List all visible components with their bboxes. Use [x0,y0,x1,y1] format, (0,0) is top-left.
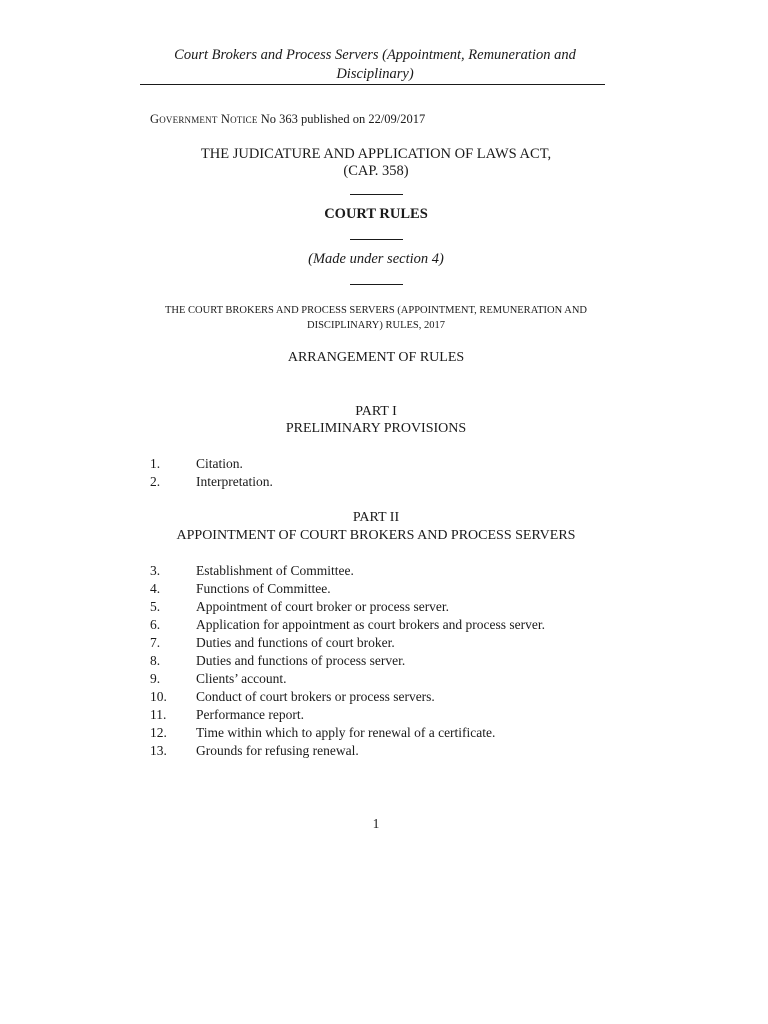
rule-item [150,724,545,742]
rule-item [150,455,273,473]
rule-text: Interpretation. [196,474,273,489]
part-number: PART II [352,510,400,525]
made-under-note: (Made under section 4) [308,251,444,267]
rule-text: Application for appointment as court brokers and process server. [196,617,546,632]
running-header: Court Brokers and Process Servers (Appointment, Remuneration and Disciplinary) [174,47,576,82]
rule-number: 5. [150,599,161,614]
section-divider [350,239,403,240]
rule-text: Appointment of court broker or process server. [196,599,450,614]
rule-number: 1. [150,456,161,471]
rule-number: 11. [150,707,167,722]
rule-text: Establishment of Committee. [196,563,354,578]
rule-text: Time within which to apply for renewal of a certificate. [196,725,496,740]
rules-list-part-2 [150,562,545,760]
section-divider [350,194,403,195]
rule-text: Performance report. [196,707,304,722]
rules-title: THE COURT BROKERS AND PROCESS SERVERS (APPOINTMENT, REMUNERATION AND DISCIPLINARY) RULES, 2017 [165,305,587,331]
rule-item [150,688,545,706]
act-cap: (CAP. 358) [343,163,409,179]
rule-item [150,473,273,491]
rule-number: 6. [150,617,161,632]
rule-item [150,598,545,616]
rule-text: Duties and functions of process server. [196,653,406,668]
rule-number: 4. [150,581,161,596]
rules-list-part-1 [150,455,273,491]
rule-item [150,616,545,634]
rule-item [150,706,545,724]
rule-text: Functions of Committee. [196,581,331,596]
part-title: PRELIMINARY PROVISIONS [285,421,467,436]
rule-text: Clients’ account. [196,671,287,686]
part-title: APPOINTMENT OF COURT BROKERS AND PROCESS SERVERS [176,528,576,543]
rule-number: 3. [150,563,161,578]
notice-label: Government Notice [150,112,258,126]
rule-item [150,634,545,652]
act-title: THE JUDICATURE AND APPLICATION OF LAWS ACT, [200,146,552,162]
rule-number: 2. [150,474,161,489]
rule-item [150,670,545,688]
rule-item [150,742,545,760]
gazette-notice [150,112,425,127]
rule-item [150,580,545,598]
rule-number: 9. [150,671,161,686]
rule-text: Conduct of court brokers or process servers. [196,689,435,704]
rule-text: Duties and functions of court broker. [196,635,395,650]
rule-number: 10. [150,689,167,704]
page-number: 1 [372,816,380,831]
rule-item [150,562,545,580]
rule-number: 7. [150,635,161,650]
section-divider [350,284,403,285]
court-rules-heading: COURT RULES [324,206,428,222]
part-number: PART I [355,404,397,419]
rule-item [150,652,545,670]
rule-text: Citation. [196,456,243,471]
rule-number: 13. [150,743,167,758]
rule-text: Grounds for refusing renewal. [196,743,359,758]
notice-text: No 363 published on 22/09/2017 [260,112,426,126]
rule-number: 12. [150,725,167,740]
header-rule [140,84,605,85]
rule-number: 8. [150,653,161,668]
arrangement-heading: ARRANGEMENT OF RULES [287,350,465,365]
